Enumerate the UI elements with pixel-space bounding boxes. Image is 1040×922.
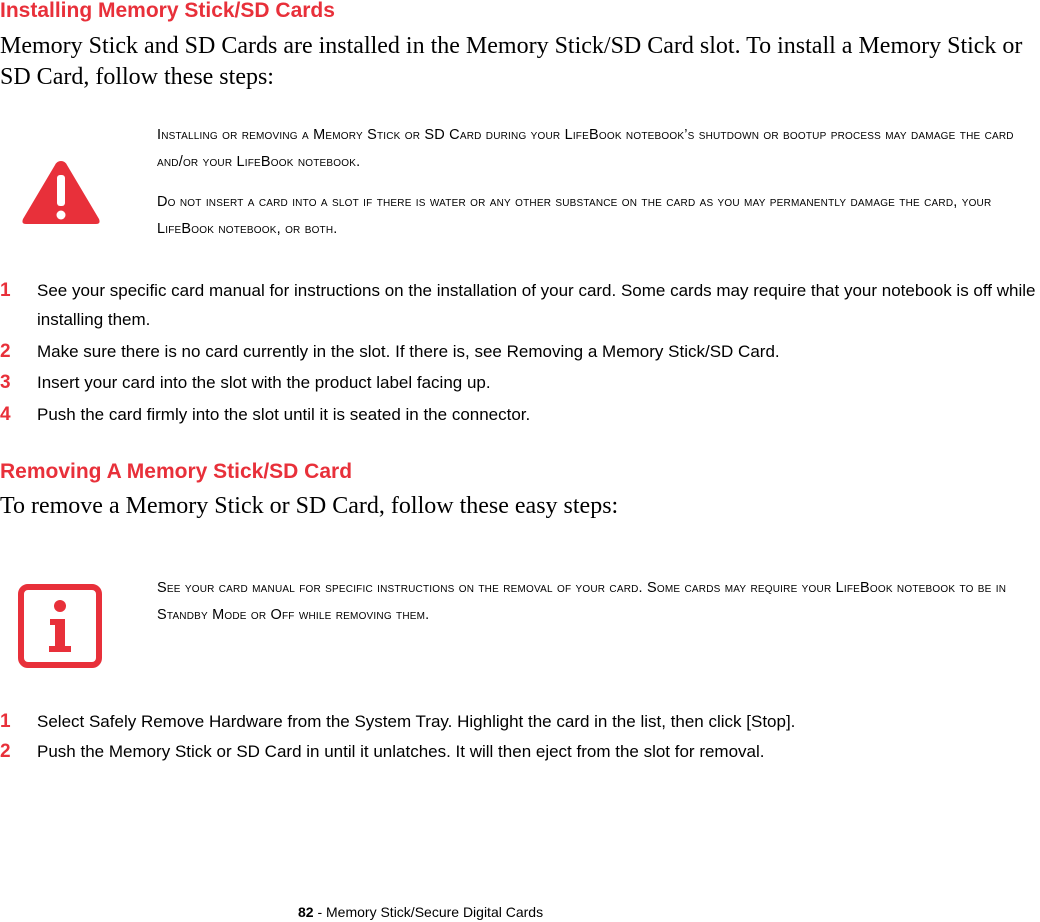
warning-text-2: Do not insert a card into a slot if there is water or any other substance on the card as you may permanently damage the card, your LifeBook notebook, or both. <box>157 194 992 237</box>
step-text: Select Safely Remove Hardware from the System Tray. Highlight the card in the list, then click [Stop]. <box>37 712 796 731</box>
footer-title: - Memory Stick/Secure Digital Cards <box>313 904 544 920</box>
section-intro-removing: To remove a Memory Stick or SD Card, follow these easy steps: <box>0 493 619 519</box>
step-number: 3 <box>0 372 11 393</box>
step-number: 4 <box>0 404 11 425</box>
section-intro-installing: Memory Stick and SD Cards are installed in the Memory Stick/SD Card slot. To install a Memory Stick or SD Card, follow these steps: <box>0 33 1023 90</box>
step-number: 1 <box>0 711 11 732</box>
section-heading-installing: Installing Memory Stick/SD Cards <box>0 0 335 22</box>
step-text: See your specific card manual for instructions on the installation of your card. Some cards may require that your notebook is off while installing them. <box>37 281 1036 329</box>
warning-icon <box>20 157 102 232</box>
info-icon <box>18 584 102 673</box>
step-text: Push the Memory Stick or SD Card in until it unlatches. It will then eject from the slot for removal. <box>37 742 765 761</box>
page-number: 82 <box>298 904 314 920</box>
step-text: Insert your card into the slot with the product label facing up. <box>37 373 491 392</box>
section-heading-removing: Removing A Memory Stick/SD Card <box>0 460 353 483</box>
step-text: Push the card firmly into the slot until it is seated in the connector. <box>37 405 531 424</box>
warning-text-1: Installing or removing a Memory Stick or SD Card during your LifeBook notebook’s shutdown or bootup process may damage the card and/or your LifeBook notebook. <box>157 127 1014 170</box>
step-number: 1 <box>0 280 11 301</box>
step-number: 2 <box>0 341 11 362</box>
step-text: Make sure there is no card currently in the slot. If there is, see Removing a Memory Stick/SD Card. <box>37 342 780 361</box>
step-number: 2 <box>0 741 11 762</box>
info-text: See your card manual for specific instructions on the removal of your card. Some cards may require your LifeBook notebook to be in Standby Mode or Off while removing them. <box>157 580 1007 623</box>
page-footer <box>298 904 543 920</box>
